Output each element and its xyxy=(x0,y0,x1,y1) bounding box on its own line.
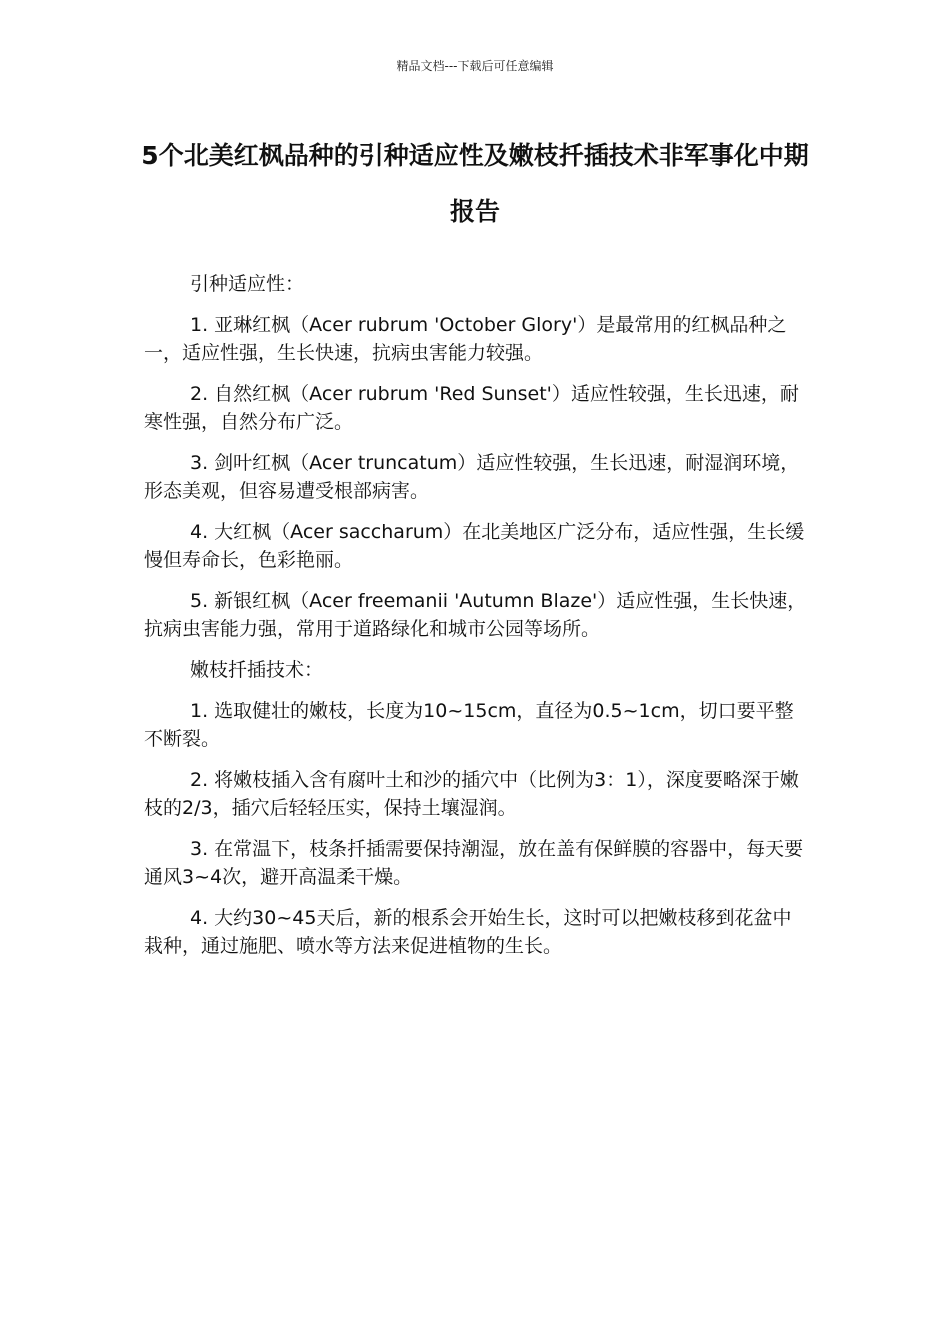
adaptability-item-1: 1. 亚琳红枫（Acer rubrum 'October Glory'）是最常用的红枫品种之一，适应性强，生长快速，抗病虫害能力较强。 xyxy=(144,314,787,364)
cutting-item-4: 4. 大约30~45天后，新的根系会开始生长，这时可以把嫩枝移到花盆中栽种，通过施肥、喷水等方法来促进植物的生长。 xyxy=(144,907,792,957)
adaptability-item-4: 4. 大红枫（Acer saccharum）在北美地区广泛分布，适应性强，生长缓慢但寿命长，色彩艳丽。 xyxy=(144,521,805,571)
cutting-item-1: 1. 选取健壮的嫩枝，长度为10~15cm，直径为0.5~1cm，切口要平整不断裂。 xyxy=(144,700,794,750)
cutting-item-2: 2. 将嫩枝插入含有腐叶土和沙的插穴中（比例为3：1），深度要略深于嫩枝的2/3，插穴后轻轻压实，保持土壤湿润。 xyxy=(144,769,799,819)
header-note: 精品文档---下载后可任意编辑 xyxy=(396,59,554,73)
adaptability-item-2: 2. 自然红枫（Acer rubrum 'Red Sunset'）适应性较强，生长迅速，耐寒性强，自然分布广泛。 xyxy=(144,383,799,433)
cutting-item-3: 3. 在常温下，枝条扦插需要保持潮湿，放在盖有保鲜膜的容器中，每天要通风3~4次，避开高温柔干燥。 xyxy=(144,838,804,888)
document-body xyxy=(144,270,808,973)
adaptability-item-3: 3. 剑叶红枫（Acer truncatum）适应性较强，生长迅速，耐湿润环境，形态美观，但容易遭受根部病害。 xyxy=(144,452,800,502)
section-heading-adaptability: 引种适应性： xyxy=(190,273,305,295)
section-heading-cutting: 嫩枝扦插技术： xyxy=(190,659,324,681)
document-title: 5个北美红枫品种的引种适应性及嫩枝扦插技术非军事化中期报告 xyxy=(141,141,809,226)
adaptability-item-5: 5. 新银红枫（Acer freemanii 'Autumn Blaze'）适应性强，生长快速，抗病虫害能力强，常用于道路绿化和城市公园等场所。 xyxy=(144,590,807,640)
